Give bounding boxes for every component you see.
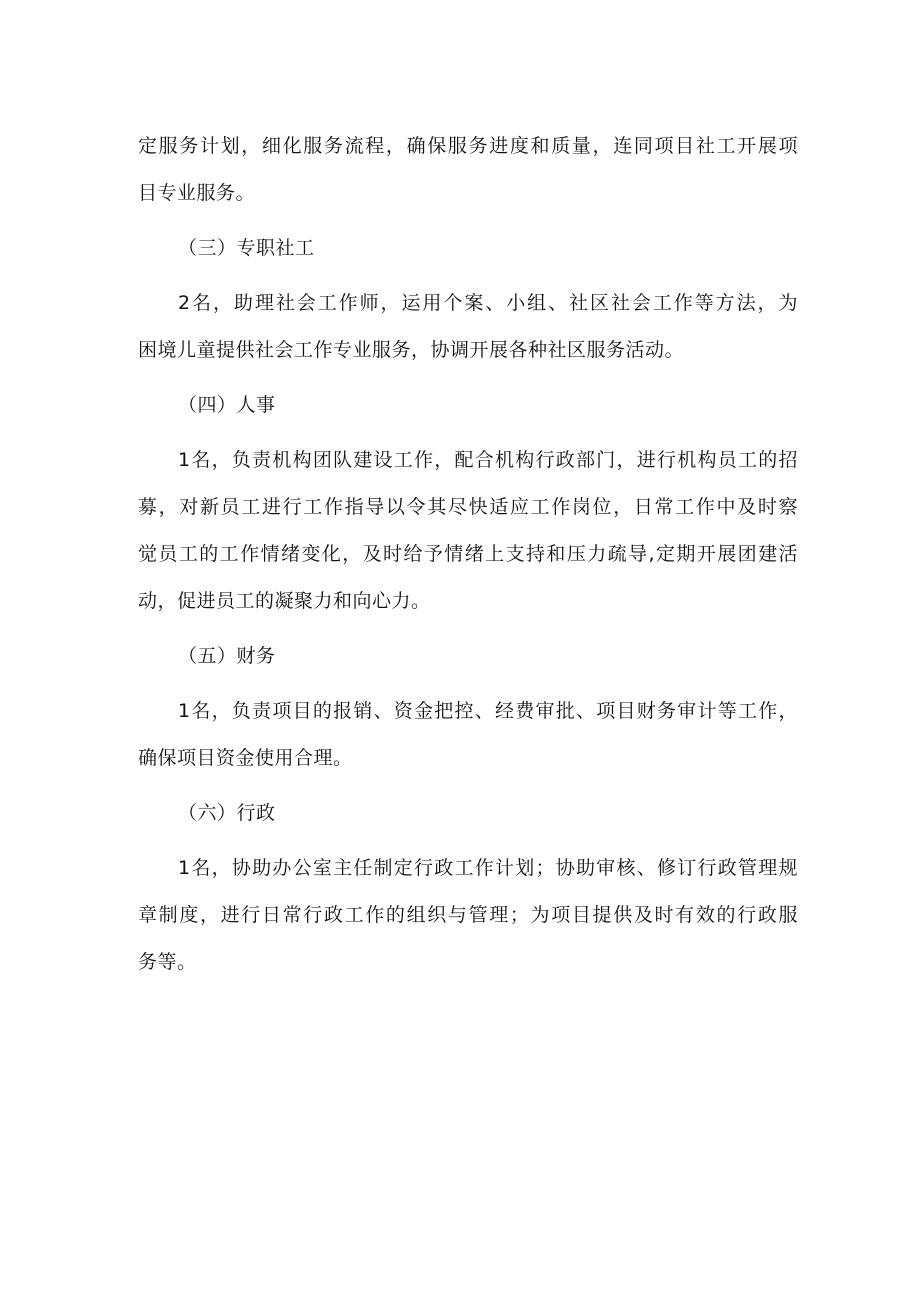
paragraph-line: 觉员工的工作情绪变化，及时给予情绪上支持和压力疏导,定期开展团建活 — [138, 543, 798, 565]
paragraph-line: 章制度，进行日常行政工作的组织与管理；为项目提供及时有效的行政服 — [138, 904, 798, 926]
paragraph-finance — [138, 688, 798, 782]
paragraph-line: 务等。 — [138, 951, 197, 973]
paragraph-line: 确保项目资金使用合理。 — [138, 747, 353, 769]
paragraph-line: 困境儿童提供社会工作专业服务，协调开展各种社区服务活动。 — [138, 339, 685, 361]
paragraph-line: 募，对新员工进行工作指导以令其尽快适应工作岗位，日常工作中及时察 — [138, 496, 798, 518]
paragraph-line: 目专业服务。 — [138, 182, 256, 204]
paragraph-line: 1名，负责机构团队建设工作，配合机构行政部门，进行机构员工的招 — [178, 449, 798, 471]
section-heading-social-worker: （三）专职社工 — [178, 237, 315, 259]
document-body — [138, 123, 798, 994]
paragraph-service-plan — [138, 123, 798, 217]
section-heading-finance: （五）财务 — [178, 645, 276, 667]
paragraph-line: 定服务计划，细化服务流程，确保服务进度和质量，连同项目社工开展项 — [138, 135, 798, 157]
paragraph-social-worker — [138, 280, 798, 374]
paragraph-line: 1名，协助办公室主任制定行政工作计划；协助审核、修订行政管理规 — [178, 857, 798, 879]
paragraph-line: 2名，助理社会工作师，运用个案、小组、社区社会工作等方法，为 — [178, 292, 798, 314]
paragraph-line: 1名，负责项目的报销、资金把控、经费审批、项目财务审计等工作， — [178, 700, 798, 722]
section-heading-admin: （六）行政 — [178, 802, 276, 824]
section-heading-hr: （四）人事 — [178, 394, 276, 416]
paragraph-line: 动，促进员工的凝聚力和向心力。 — [138, 590, 431, 612]
paragraph-admin — [138, 845, 798, 986]
paragraph-hr — [138, 437, 798, 625]
